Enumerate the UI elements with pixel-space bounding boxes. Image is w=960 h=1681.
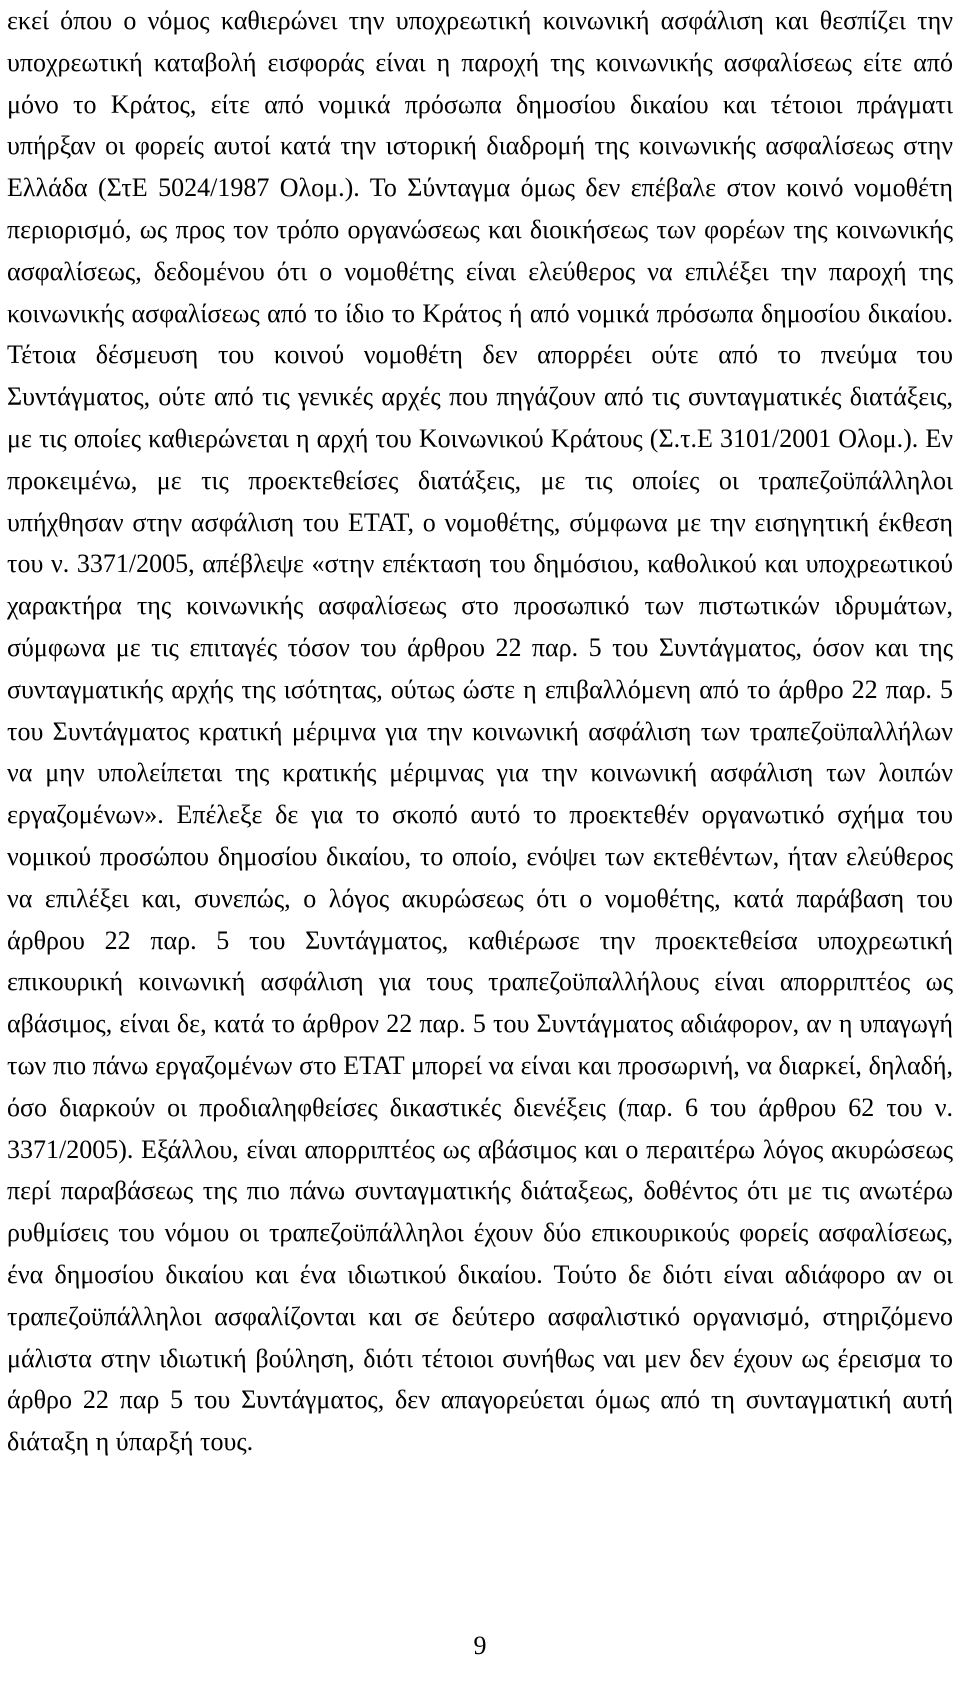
page-number: 9 bbox=[473, 1631, 487, 1660]
body-paragraph: εκεί όπου ο νόμος καθιερώνει την υποχρεωτική κοινωνική ασφάλιση και θεσπίζει την υποχρεωτική καταβολή εισφοράς είναι η παροχή της κοινωνικής ασφαλίσεως είτε από μόνο το Κράτος, είτε από νομικά πρόσωπα δημοσίου δικαίου και τέτοιοι πράγματι υπήρξαν οι φορείς αυτοί κατά την ιστορική διαδρομή της κοινωνικής ασφαλίσεως στην Ελλάδα (ΣτΕ 5024/1987 Ολομ.). Το Σύνταγμα όμως δεν επέβαλε στον κοινό νομοθέτη περιορισμό, ως προς τον τρόπο οργανώσεως και διοικήσεως των φορέων της κοινωνικής ασφαλίσεως, δεδομένου ότι ο νομοθέτης είναι ελεύθερος να επιλέξει την παροχή της κοινωνικής ασφαλίσεως από το ίδιο το Κράτος ή από νομικά πρόσωπα δημοσίου δικαίου. Τέτοια δέσμευση του κοινού νομοθέτη δεν απορρέει ούτε από το πνεύμα του Συντάγματος, ούτε από τις γενικές αρχές που πηγάζουν από τις συνταγματικές διατάξεις, με τις οποίες καθιερώνεται η αρχή του Κοινωνικού Κράτους (Σ.τ.Ε 3101/2001 Ολομ.). Εν προκειμένω, με τις προεκτεθείσες διατάξεις, με τις οποίες οι τραπεζοϋπάλληλοι υπήχθησαν στην ασφάλιση του ΕΤΑΤ, ο νομοθέτης, σύμφωνα με την εισηγητική έκθεση του ν. 3371/2005, απέβλεψε «στην επέκταση του δημόσιου, καθολικού και υποχρεωτικού χαρακτήρα της κοινωνικής ασφαλίσεως στο προσωπικό των πιστωτικών ιδρυμάτων, σύμφωνα με τις επιταγές τόσον του άρθρου 22 παρ. 5 του Συντάγματος, όσον και της συνταγματικής αρχής της ισότητας, ούτως ώστε η επιβαλλόμενη από το άρθρο 22 παρ. 5 του Συντάγματος κρατική μέριμνα για την κοινωνική ασφάλιση των τραπεζοϋπαλλήλων να μην υπολείπεται της κρατικής μέριμνας για την κοινωνική ασφάλιση των λοιπών εργαζομένων». Επέλεξε δε για το σκοπό αυτό το προεκτεθέν οργανωτικό σχήμα του νομικού προσώπου δημοσίου δικαίου, το οποίο, ενόψει των εκτεθέντων, ήταν ελεύθερος να επιλέξει και, συνεπώς, ο λόγος ακυρώσεως ότι ο νομοθέτης, κατά παράβαση του άρθρου 22 παρ. 5 του Συντάγματος, καθιέρωσε την προεκτεθείσα υποχρεωτική επικουρική κοινωνική ασφάλιση για τους τραπεζοϋπαλλήλους είναι απορριπτέος ως αβάσιμος, είναι δε, κατά το άρθρον 22 παρ. 5 του Συντάγματος αδιάφορον, αν η υπαγωγή των πιο πάνω εργαζομένων στο ΕΤΑΤ μπορεί να είναι και προσωρινή, να διαρκεί, δηλαδή, όσο διαρκούν οι προδιαληφθείσες δικαστικές διενέξεις (παρ. 6 του άρθρου 62 του ν. 3371/2005). Εξάλλου, είναι απορριπτέος ως αβάσιμος και ο περαιτέρω λόγος ακυρώσεως περί παραβάσεως της πιο πάνω συνταγματικής διάταξεως, δοθέντος ότι με τις ανωτέρω ρυθμίσεις του νόμου οι τραπεζοϋπάλληλοι έχουν δύο επικουρικούς φορείς ασφαλίσεως, ένα δημοσίου δικαίου και ένα ιδιωτικού δικαίου. Τούτο δε διότι είναι αδιάφορο αν οι τραπεζοϋπάλληλοι ασφαλίζονται και σε δεύτερο ασφαλιστικό οργανισμό, στηριζόμενο μάλιστα στην ιδιωτική βούληση, διότι τέτοιοι συνήθως ναι μεν δεν έχουν ως έρεισμα το άρθρο 22 παρ 5 του Συντάγματος, δεν απαγορεύεται όμως από τη συνταγματική αυτή διάταξη η ύπαρξή τους. bbox=[7, 6, 953, 1457]
